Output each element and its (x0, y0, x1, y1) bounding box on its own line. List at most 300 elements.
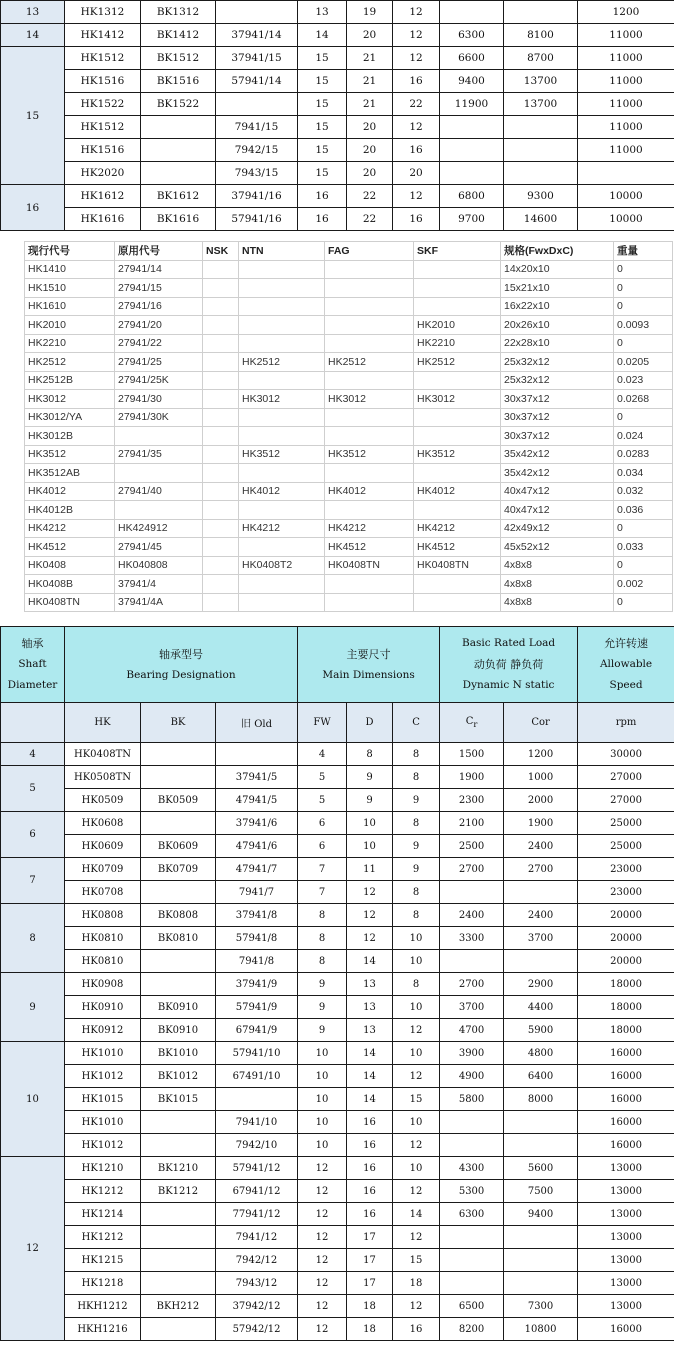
main-table-cell: 57941/12 (216, 1157, 298, 1180)
main-table-cell: 8 (393, 881, 440, 904)
top-table-cell (216, 1, 298, 24)
cross-reference-cell (414, 575, 501, 594)
main-table-row (1, 1226, 674, 1249)
top-table-cell: 8700 (504, 47, 578, 70)
main-table-cell: 9 (347, 766, 393, 789)
main-table-cell: 5300 (440, 1180, 504, 1203)
main-table-cell: 27000 (578, 766, 674, 789)
cross-reference-cell: 25x32x12 (501, 353, 614, 372)
dimensions-header-cn: 主要尺寸 (346, 647, 391, 661)
shaft-diameter-header (1, 627, 65, 703)
main-table-cell: HK1212 (65, 1180, 141, 1203)
top-table-cell: 20 (347, 116, 393, 139)
main-table-cell: BK0509 (141, 789, 216, 812)
cross-reference-cell: 0.0283 (614, 445, 673, 464)
cross-reference-cell (325, 279, 414, 298)
top-table-row (1, 24, 674, 47)
top-table-cell: 37941/14 (216, 24, 298, 47)
cross-reference-cell: 25x32x12 (501, 371, 614, 390)
cross-reference-cell: 0 (614, 408, 673, 427)
main-table-cell (504, 1134, 578, 1157)
main-table-diameter-cell: 7 (1, 858, 65, 904)
cross-reference-cell (115, 427, 203, 446)
main-table-cell: 8000 (504, 1088, 578, 1111)
top-table-cell: HK1512 (65, 116, 141, 139)
main-table-cell: 13000 (578, 1295, 674, 1318)
main-table-cell: 2400 (504, 835, 578, 858)
cross-reference-cell (325, 575, 414, 594)
cross-reference-row (25, 371, 673, 390)
top-table-cell: 19 (347, 1, 393, 24)
cross-reference-row (25, 279, 673, 298)
cross-reference-cell: HK3012/YA (25, 408, 115, 427)
main-table-cell: 7941/8 (216, 950, 298, 973)
main-table-row (1, 1042, 674, 1065)
top-table-cell: 20 (347, 162, 393, 185)
cross-reference-cell: 0 (614, 519, 673, 538)
main-table-cell: 7 (298, 858, 347, 881)
main-table-row (1, 1295, 674, 1318)
main-table-cell: 16 (347, 1180, 393, 1203)
cross-reference-cell (414, 408, 501, 427)
cross-reference-cell: HK4012 (239, 482, 325, 501)
cross-reference-cell (203, 260, 239, 279)
top-table-cell: BK1512 (141, 47, 216, 70)
cross-reference-row (25, 593, 673, 612)
main-subheader-row (1, 703, 674, 743)
cross-reference-row (25, 297, 673, 316)
main-table-cell: HK0608 (65, 812, 141, 835)
cross-reference-cell: 0.034 (614, 464, 673, 483)
main-table-cell: 2900 (504, 973, 578, 996)
top-table-cell: 37941/15 (216, 47, 298, 70)
cross-reference-cell (203, 279, 239, 298)
main-table-cell: 17 (347, 1272, 393, 1295)
cross-reference-cell: HK040808 (115, 556, 203, 575)
main-table-cell: 4700 (440, 1019, 504, 1042)
load-header-en: Basic Rated Load (462, 637, 556, 649)
top-table-cell: BK1612 (141, 185, 216, 208)
top-table-cell: 11000 (578, 24, 674, 47)
main-table-cell: 17 (347, 1226, 393, 1249)
cross-reference-cell (203, 390, 239, 409)
main-table-cell: 5 (298, 766, 347, 789)
main-table-cell (141, 1203, 216, 1226)
subheader-cor: Cor (504, 703, 578, 743)
cross-reference-cell: 40x47x12 (501, 482, 614, 501)
top-table-cell: 11000 (578, 93, 674, 116)
main-table-cell: 9 (347, 789, 393, 812)
cross-reference-cell (414, 260, 501, 279)
speed-header-en2: Speed (609, 679, 643, 691)
cross-reference-cell (325, 334, 414, 353)
main-table-cell (141, 973, 216, 996)
main-table-cell: 47941/7 (216, 858, 298, 881)
cross-reference-cell: 0 (614, 593, 673, 612)
cross-reference-cell (239, 501, 325, 520)
main-table-cell: 4400 (504, 996, 578, 1019)
cross-reference-cell (239, 408, 325, 427)
top-table-cell: 16 (393, 208, 440, 231)
main-table-cell: 57941/10 (216, 1042, 298, 1065)
top-table-row (1, 185, 674, 208)
top-table-cell: HK1616 (65, 208, 141, 231)
cross-reference-cell: HK4512 (414, 538, 501, 557)
main-table-row (1, 1272, 674, 1295)
cross-reference-cell: 30x37x12 (501, 427, 614, 446)
cross-reference-cell: HK2512 (414, 353, 501, 372)
main-table-cell: 14 (393, 1203, 440, 1226)
main-table-row (1, 1019, 674, 1042)
top-table-cell (578, 162, 674, 185)
cross-reference-cell: 30x37x12 (501, 390, 614, 409)
main-table-cell: HK1015 (65, 1088, 141, 1111)
cross-reference-cell: 35x42x12 (501, 464, 614, 483)
subheader-cr: $C_r$ (440, 703, 504, 743)
main-table-row (1, 1088, 674, 1111)
main-table-cell (141, 1318, 216, 1341)
subheader-cr-subscript: r (473, 719, 478, 729)
main-table-cell: 10 (347, 835, 393, 858)
top-table-cell (141, 162, 216, 185)
main-table-cell: 2700 (504, 858, 578, 881)
cross-reference-cell: HK3012B (25, 427, 115, 446)
cross-reference-cell: 22x28x10 (501, 334, 614, 353)
cross-reference-cell: 0.024 (614, 427, 673, 446)
main-table-cell: HK1214 (65, 1203, 141, 1226)
cross-reference-row (25, 575, 673, 594)
top-table-cell: BK1522 (141, 93, 216, 116)
cross-reference-cell: 20x26x10 (501, 316, 614, 335)
cross-reference-row (25, 334, 673, 353)
main-table-cell: BK0709 (141, 858, 216, 881)
main-table-cell: 10 (298, 1042, 347, 1065)
main-table-cell: 23000 (578, 881, 674, 904)
cross-reference-header-row (25, 242, 673, 261)
cross-reference-cell: 0.032 (614, 482, 673, 501)
main-table-cell (440, 950, 504, 973)
main-table-cell: 3700 (504, 927, 578, 950)
cross-reference-cell (203, 297, 239, 316)
main-table-cell: 4800 (504, 1042, 578, 1065)
main-table-cell: 8 (393, 812, 440, 835)
main-table-cell: HK1212 (65, 1226, 141, 1249)
main-table-cell (141, 1226, 216, 1249)
main-table-cell: 7943/12 (216, 1272, 298, 1295)
cross-reference-cell: HK4212 (25, 519, 115, 538)
main-table-cell: 10 (298, 1111, 347, 1134)
main-table-cell: 7942/12 (216, 1249, 298, 1272)
main-table-cell: HK1010 (65, 1111, 141, 1134)
cross-reference-cell (239, 371, 325, 390)
cross-reference-table (24, 241, 673, 612)
top-table-cell: 21 (347, 47, 393, 70)
top-table-cell: BK1312 (141, 1, 216, 24)
cross-reference-row (25, 464, 673, 483)
header-original-code: 原用代号 (115, 242, 203, 261)
cross-reference-cell (239, 427, 325, 446)
cross-reference-cell: 15x21x10 (501, 279, 614, 298)
main-table-row (1, 1111, 674, 1134)
cross-reference-cell: 27941/14 (115, 260, 203, 279)
main-table-cell: 6400 (504, 1065, 578, 1088)
main-table-cell: 27000 (578, 789, 674, 812)
main-table-row (1, 881, 674, 904)
cross-reference-cell (414, 279, 501, 298)
main-table-cell: 7941/10 (216, 1111, 298, 1134)
main-table-cell: 10 (298, 1065, 347, 1088)
main-table-cell: 3700 (440, 996, 504, 1019)
top-table-cell (504, 1, 578, 24)
main-table-cell: 10 (298, 1134, 347, 1157)
top-table-cell: 7941/15 (216, 116, 298, 139)
main-table-cell (440, 1134, 504, 1157)
top-table-diameter-cell: 15 (1, 47, 65, 185)
main-table-cell: HK1012 (65, 1065, 141, 1088)
main-table-cell: 4 (298, 743, 347, 766)
top-table-diameter-cell: 14 (1, 24, 65, 47)
main-table-cell: 2500 (440, 835, 504, 858)
main-table-cell: 4300 (440, 1157, 504, 1180)
main-table-cell: 14 (347, 1088, 393, 1111)
cross-reference-cell: HK2210 (25, 334, 115, 353)
subheader-c: C (393, 703, 440, 743)
cross-reference-cell: HK2512 (325, 353, 414, 372)
designation-header-en: Bearing Designation (126, 668, 236, 681)
main-table-cell (504, 1249, 578, 1272)
subheader-fw: FW (298, 703, 347, 743)
top-table-cell: HK1516 (65, 139, 141, 162)
load-header-cn: 动负荷 静负荷 (473, 658, 544, 671)
top-table-cell: 10000 (578, 185, 674, 208)
main-table-cell: 7 (298, 881, 347, 904)
cross-reference-cell: HK2512 (239, 353, 325, 372)
main-table-cell: HK0908 (65, 973, 141, 996)
main-table-cell: 13000 (578, 1272, 674, 1295)
main-table-cell: 7941/7 (216, 881, 298, 904)
main-table-cell (504, 950, 578, 973)
main-table-cell (141, 766, 216, 789)
main-table-cell: HK1215 (65, 1249, 141, 1272)
top-table-cell: 12 (393, 24, 440, 47)
main-table-cell: 13 (347, 973, 393, 996)
cross-reference-cell (414, 297, 501, 316)
main-table-cell: 10 (393, 1157, 440, 1180)
main-table-cell: 37942/12 (216, 1295, 298, 1318)
main-table-cell: 8 (298, 927, 347, 950)
cross-reference-cell: HK4012B (25, 501, 115, 520)
main-table-cell: 12 (298, 1226, 347, 1249)
top-table-cell: 57941/14 (216, 70, 298, 93)
top-table-cell: 15 (298, 162, 347, 185)
cross-reference-cell: 0 (614, 279, 673, 298)
top-table-cell (141, 116, 216, 139)
cross-reference-cell (325, 260, 414, 279)
top-table-cell: HK1512 (65, 47, 141, 70)
main-table-cell: 15 (393, 1249, 440, 1272)
cross-reference-cell: 4x8x8 (501, 593, 614, 612)
main-table-row (1, 1203, 674, 1226)
top-table-cell: 14 (298, 24, 347, 47)
main-table-row (1, 812, 674, 835)
top-table-cell: HK1516 (65, 70, 141, 93)
main-table-diameter-cell: 10 (1, 1042, 65, 1157)
top-table-row (1, 208, 674, 231)
cross-reference-cell: HK1510 (25, 279, 115, 298)
main-table-row (1, 1180, 674, 1203)
main-table-cell: BKH212 (141, 1295, 216, 1318)
top-table-row (1, 1, 674, 24)
main-table-cell: 16000 (578, 1111, 674, 1134)
main-table-cell: 9 (298, 973, 347, 996)
cross-reference-cell: HK3512 (325, 445, 414, 464)
main-table-cell: 2700 (440, 858, 504, 881)
main-table-cell (440, 881, 504, 904)
top-table-cell (216, 93, 298, 116)
top-table-cell: 15 (298, 70, 347, 93)
top-table-cell: 20 (393, 162, 440, 185)
main-table-cell: HK1010 (65, 1042, 141, 1065)
top-table-cell: 7943/15 (216, 162, 298, 185)
top-table-cell: 9400 (440, 70, 504, 93)
main-table-cell: 16000 (578, 1134, 674, 1157)
top-table-cell (141, 139, 216, 162)
shaft-header-cn: 轴承 (21, 637, 44, 650)
top-table-cell: 12 (393, 47, 440, 70)
main-table-cell: 18000 (578, 973, 674, 996)
main-table-cell: 16000 (578, 1088, 674, 1111)
cross-reference-row (25, 316, 673, 335)
main-table-cell: 1000 (504, 766, 578, 789)
main-table-cell: 15 (393, 1088, 440, 1111)
cross-reference-cell (414, 593, 501, 612)
cross-reference-cell: 0.033 (614, 538, 673, 557)
main-table-cell (504, 1272, 578, 1295)
main-table-cell: 12 (393, 1134, 440, 1157)
main-table-cell: 10 (393, 950, 440, 973)
main-table-cell: 1900 (440, 766, 504, 789)
main-table-cell: 5800 (440, 1088, 504, 1111)
cross-reference-cell: 30x37x12 (501, 408, 614, 427)
top-table-cell (440, 1, 504, 24)
cross-reference-cell (203, 353, 239, 372)
cross-reference-cell (239, 297, 325, 316)
cross-reference-cell (203, 538, 239, 557)
cross-reference-cell (325, 297, 414, 316)
cross-reference-cell: 27941/22 (115, 334, 203, 353)
top-table-cell: 16 (298, 185, 347, 208)
top-table-cell: HK1312 (65, 1, 141, 24)
main-table-cell: HK0808 (65, 904, 141, 927)
main-table-cell: 10 (393, 927, 440, 950)
cross-reference-cell: HK2512B (25, 371, 115, 390)
cross-reference-cell: HK3512 (239, 445, 325, 464)
cross-reference-row (25, 538, 673, 557)
main-table-row (1, 858, 674, 881)
top-table-row (1, 93, 674, 116)
cross-reference-cell (115, 464, 203, 483)
cross-reference-cell: 0.0205 (614, 353, 673, 372)
cross-reference-cell: HK0408 (25, 556, 115, 575)
cross-reference-cell: 0 (614, 297, 673, 316)
cross-reference-cell: HK2010 (25, 316, 115, 335)
cross-reference-cell: 0.036 (614, 501, 673, 520)
main-table-row (1, 1134, 674, 1157)
top-table-row (1, 70, 674, 93)
main-table-cell: 57942/12 (216, 1318, 298, 1341)
cross-reference-cell: 0 (614, 260, 673, 279)
top-table-cell: 13700 (504, 70, 578, 93)
main-table-cell (141, 1249, 216, 1272)
main-table-diameter-cell: 8 (1, 904, 65, 973)
top-table-cell: 12 (393, 116, 440, 139)
main-dimensions-header (298, 627, 440, 703)
main-table-cell: 3300 (440, 927, 504, 950)
main-table-cell: 9 (393, 835, 440, 858)
main-table-cell (440, 1111, 504, 1134)
main-table-row (1, 950, 674, 973)
main-table-cell: 25000 (578, 835, 674, 858)
main-table-cell (141, 881, 216, 904)
cross-reference-cell (414, 371, 501, 390)
main-table-cell: 8 (393, 973, 440, 996)
main-table-cell: 57941/8 (216, 927, 298, 950)
cross-reference-cell (239, 593, 325, 612)
main-table-cell: 37941/8 (216, 904, 298, 927)
allowable-speed-header (578, 627, 674, 703)
main-table-cell: HK0509 (65, 789, 141, 812)
cross-reference-cell: HK4512 (325, 538, 414, 557)
cross-reference-row (25, 519, 673, 538)
main-table-cell: 3900 (440, 1042, 504, 1065)
main-table-cell: 67491/10 (216, 1065, 298, 1088)
main-table-cell: HK0810 (65, 927, 141, 950)
main-table-cell (504, 1111, 578, 1134)
cross-reference-cell: 27941/45 (115, 538, 203, 557)
main-table-cell: 9400 (504, 1203, 578, 1226)
cross-reference-cell: 42x49x12 (501, 519, 614, 538)
cross-reference-cell: HK3012 (414, 390, 501, 409)
top-table-cell: HK1612 (65, 185, 141, 208)
top-table-cell: HK2020 (65, 162, 141, 185)
main-table-cell: 2000 (504, 789, 578, 812)
main-table-cell: 5 (298, 789, 347, 812)
main-table-cell: 12 (393, 1065, 440, 1088)
top-table-cell (440, 162, 504, 185)
cross-reference-cell (115, 501, 203, 520)
cross-reference-cell (414, 427, 501, 446)
top-table-cell (504, 162, 578, 185)
main-table-cell (440, 1226, 504, 1249)
cross-reference-cell (203, 593, 239, 612)
cross-reference-cell: 27941/20 (115, 316, 203, 335)
main-table-cell: HK1210 (65, 1157, 141, 1180)
bearing-designation-header (65, 627, 298, 703)
main-table-cell: 7941/12 (216, 1226, 298, 1249)
cross-reference-panel (24, 241, 672, 618)
cross-reference-cell: HK0408TN (325, 556, 414, 575)
cross-reference-cell (203, 371, 239, 390)
main-table-cell: BK0910 (141, 1019, 216, 1042)
main-table-cell: 6 (298, 835, 347, 858)
top-table-cell: 15 (298, 47, 347, 70)
cross-reference-cell: HK0408T2 (239, 556, 325, 575)
subheader-hk: HK (65, 703, 141, 743)
cross-reference-cell: 45x52x12 (501, 538, 614, 557)
main-table-cell: 11 (347, 858, 393, 881)
cross-reference-cell: HK0408B (25, 575, 115, 594)
speed-header-cn: 允许转速 (604, 637, 649, 650)
